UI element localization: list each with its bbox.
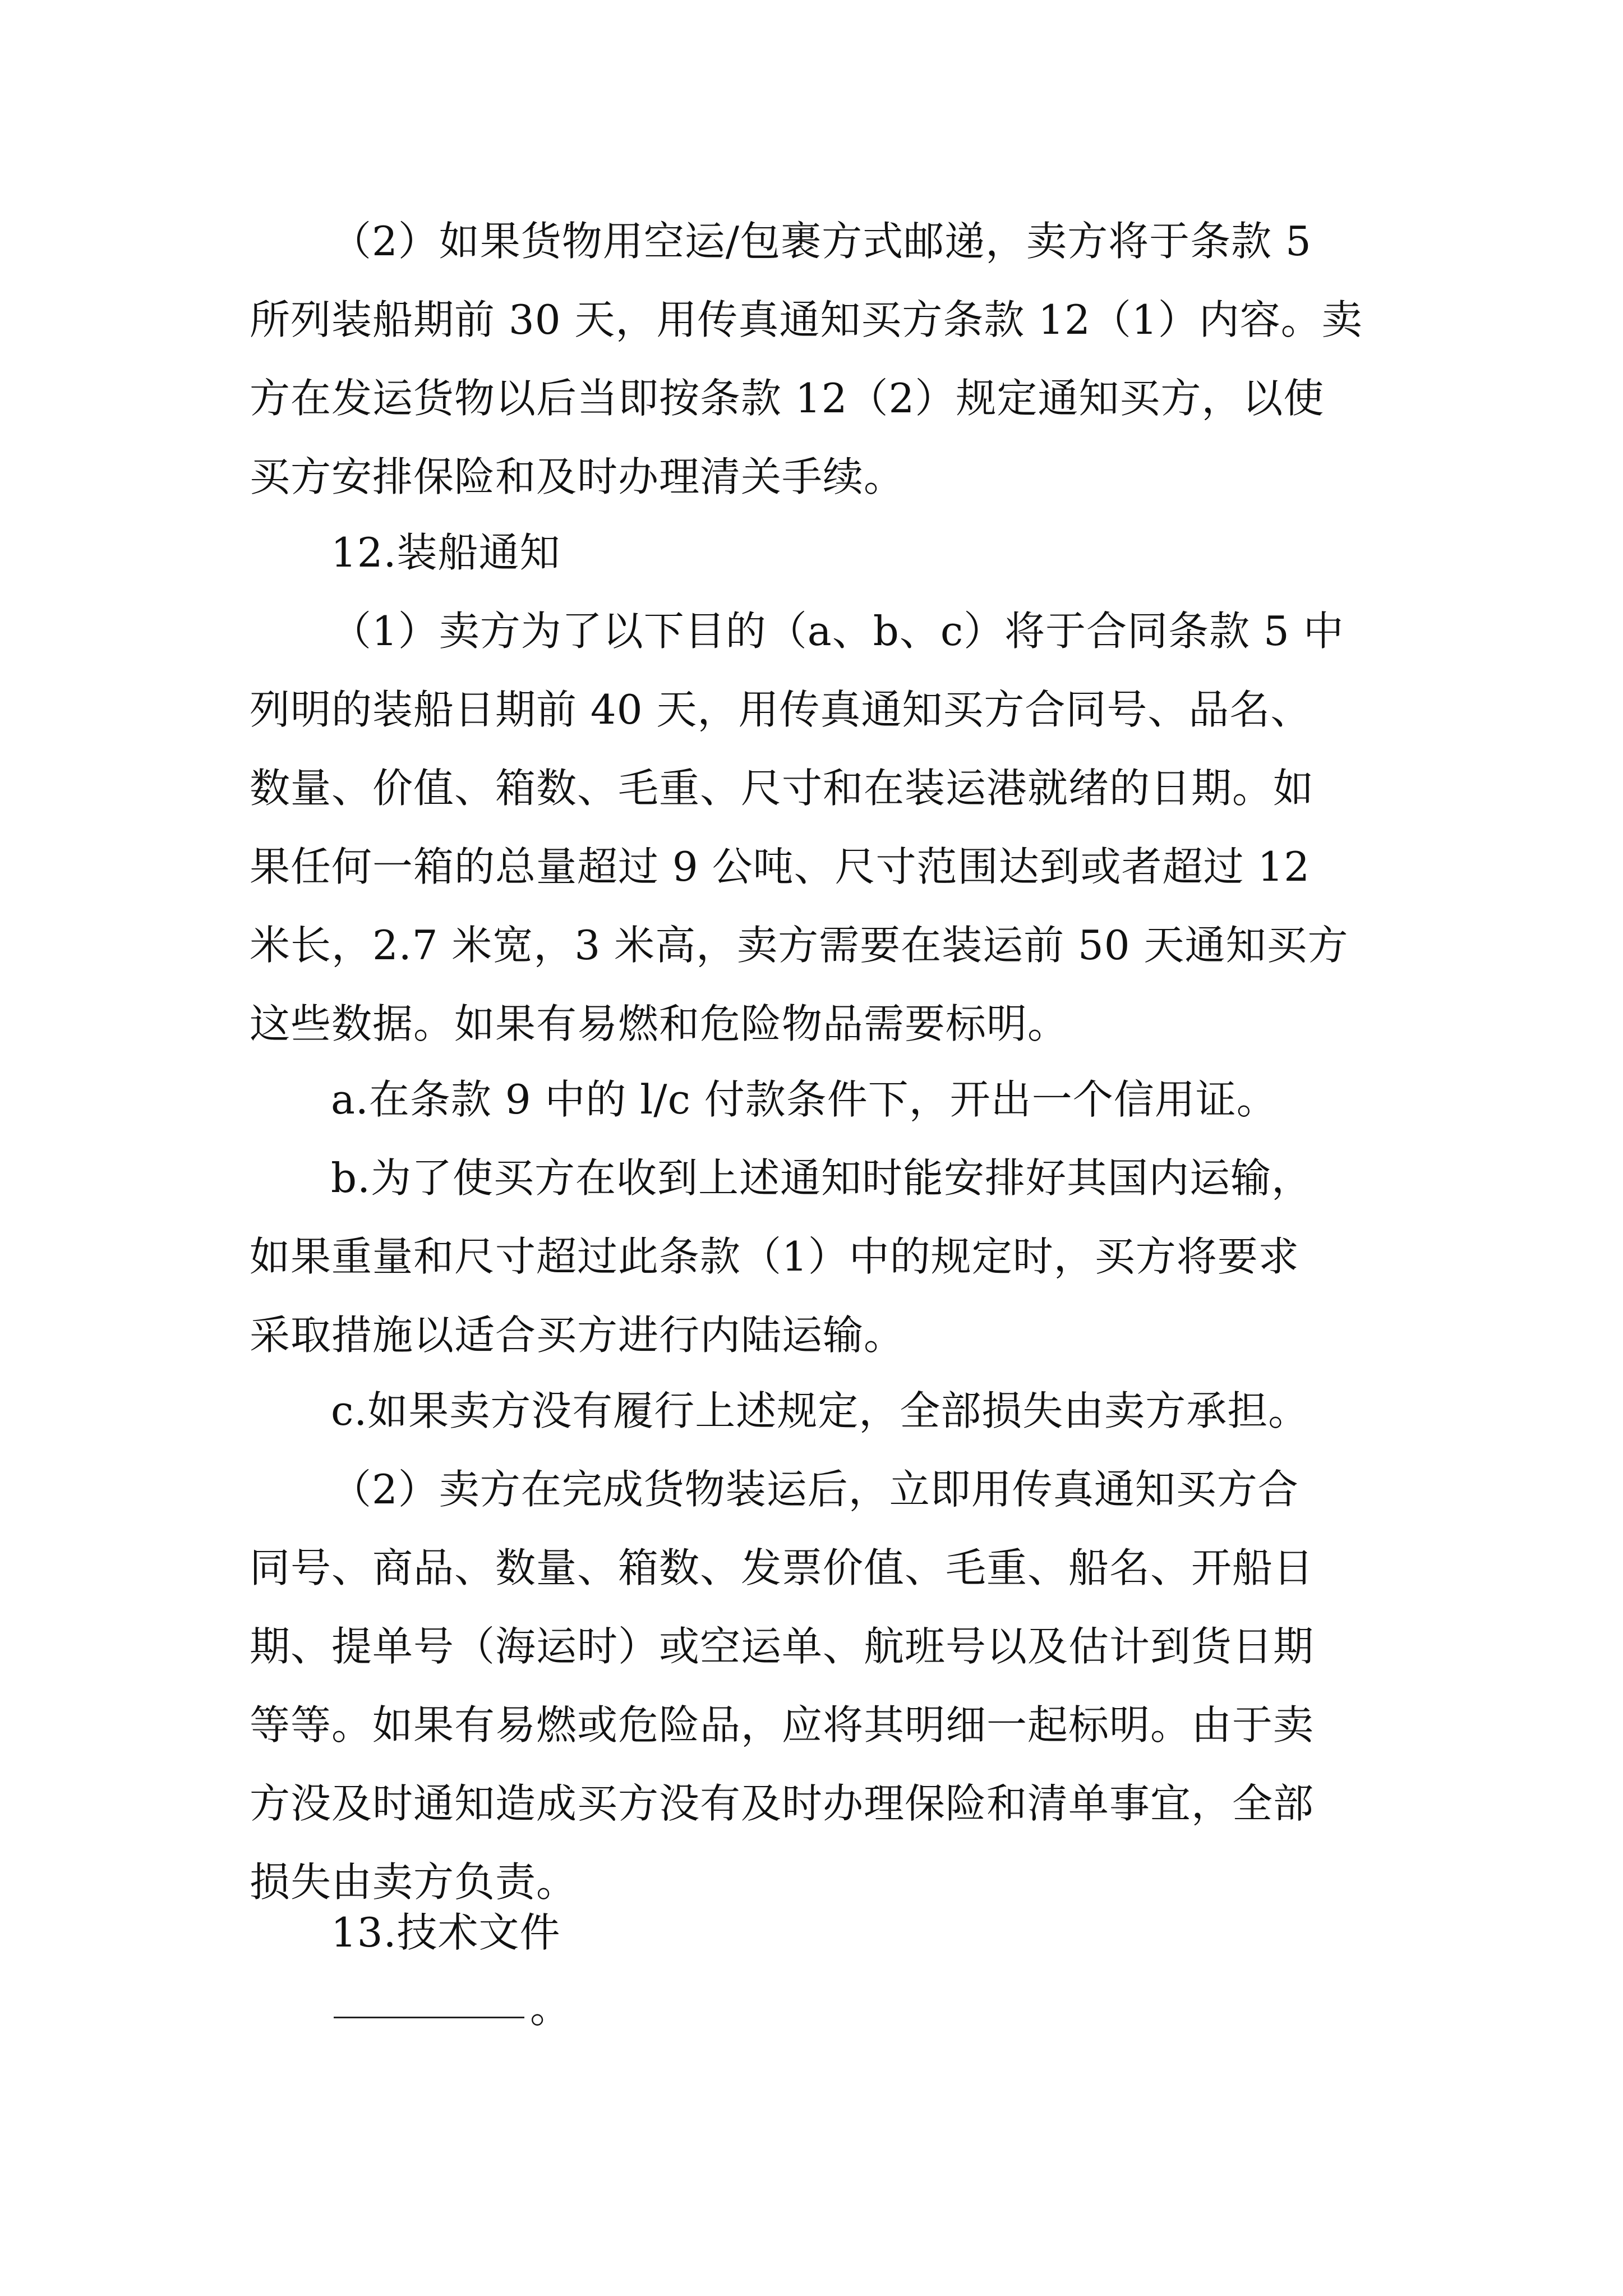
- paragraph-2-line-6: 这些数据。如果有易燃和危险物品需要标明。: [250, 1000, 1069, 1047]
- paragraph-3-line-3: 期、提单号（海运时）或空运单、航班号以及估计到货日期: [250, 1623, 1315, 1670]
- item-c: c.如果卖方没有履行上述规定，全部损失由卖方承担。: [331, 1387, 1310, 1434]
- section-13-heading: 13.技术文件: [331, 1909, 561, 1956]
- item-b-line-2: 如果重量和尺寸超过此条款（1）中的规定时，买方将要求: [250, 1233, 1299, 1280]
- paragraph-1-line-3: 方在发运货物以后当即按条款 12（2）规定通知买方，以使: [250, 375, 1325, 422]
- paragraph-2-line-2: 列明的装船日期前 40 天，用传真通知买方合同号、品名、: [250, 686, 1312, 733]
- section-12-heading: 12.装船通知: [331, 529, 561, 576]
- paragraph-1-line-2: 所列装船期前 30 天，用传真通知买方条款 12（1）内容。卖: [250, 296, 1363, 343]
- paragraph-3-line-1: （2）卖方在完成货物装运后，立即用传真通知买方合: [331, 1466, 1299, 1513]
- blank-period: 。: [530, 1985, 571, 2032]
- fill-in-blank: [334, 2017, 524, 2018]
- paragraph-3-line-4: 等等。如果有易燃或危险品，应将其明细一起标明。由于卖: [250, 1701, 1315, 1749]
- item-b-line-1: b.为了使买方在收到上述通知时能安排好其国内运输，: [331, 1154, 1312, 1202]
- paragraph-1-line-1: （2）如果货物用空运/包裹方式邮递，卖方将于条款 5: [331, 218, 1312, 265]
- paragraph-1-line-4: 买方安排保险和及时办理清关手续。: [250, 453, 905, 500]
- paragraph-2-line-1: （1）卖方为了以下目的（a、b、c）将于合同条款 5 中: [331, 608, 1344, 655]
- paragraph-2-line-3: 数量、价值、箱数、毛重、尺寸和在装运港就绪的日期。如: [250, 765, 1315, 812]
- item-b-line-3: 采取措施以适合买方进行内陆运输。: [250, 1312, 905, 1359]
- paragraph-2-line-4: 果任何一箱的总量超过 9 公吨、尺寸范围达到或者超过 12: [250, 843, 1311, 890]
- paragraph-3-line-5: 方没及时通知造成买方没有及时办理保险和清单事宜，全部: [250, 1780, 1315, 1827]
- paragraph-3-line-6: 损失由卖方负责。: [250, 1858, 578, 1906]
- item-a: a.在条款 9 中的 l/c 付款条件下，开出一个信用证。: [331, 1076, 1278, 1123]
- paragraph-2-line-5: 米长，2.7 米宽，3 米高，卖方需要在装运前 50 天通知买方: [250, 922, 1349, 969]
- paragraph-3-line-2: 同号、商品、数量、箱数、发票价值、毛重、船名、开船日: [250, 1544, 1315, 1591]
